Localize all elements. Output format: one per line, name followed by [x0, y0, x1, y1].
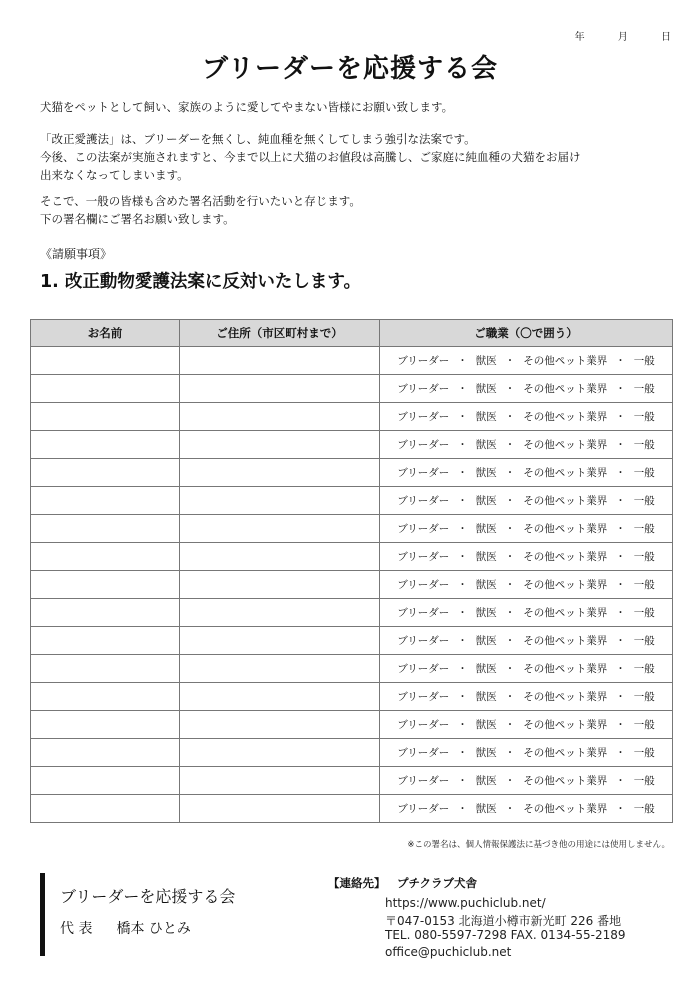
occupation-cell [380, 515, 673, 543]
occupation-separator: ・ [457, 691, 468, 703]
org-accent-bar [40, 873, 45, 956]
occupation-separator: ・ [615, 635, 626, 647]
occupation-separator: ・ [504, 579, 516, 591]
occupation-separator: ・ [504, 355, 516, 367]
occupation-separator: ・ [615, 523, 626, 535]
occupation-option[interactable]: 一般 [633, 355, 655, 367]
date-day: 日 [661, 32, 672, 43]
table-row [31, 487, 673, 515]
name-cell[interactable] [31, 347, 180, 375]
occupation-option[interactable]: ブリーダー [397, 607, 450, 619]
occupation-separator: ・ [457, 383, 468, 395]
rep-title: 代 表 [60, 921, 93, 937]
occupation-option[interactable]: その他ペット業界 [523, 495, 608, 507]
occupation-option[interactable]: ブリーダー [397, 635, 450, 647]
date-year: 年 [574, 32, 586, 43]
contact-email[interactable]: office@puchiclub.net [385, 945, 512, 959]
address-cell[interactable] [180, 571, 380, 599]
occupation-separator: ・ [457, 635, 468, 647]
occupation-separator: ・ [615, 663, 626, 675]
occupation-option[interactable]: その他ペット業界 [523, 607, 608, 619]
occupation-separator: ・ [615, 691, 626, 703]
occupation-separator: ・ [457, 803, 468, 815]
occupation-option[interactable]: ブリーダー [397, 775, 450, 787]
name-cell[interactable] [31, 627, 180, 655]
table-row [31, 515, 673, 543]
table-row [31, 683, 673, 711]
contact-url[interactable]: https://www.puchiclub.net/ [385, 896, 546, 910]
occupation-option[interactable]: 獣医 [475, 635, 497, 647]
occupation-option[interactable]: 一般 [633, 747, 655, 759]
occupation-option[interactable]: ブリーダー [397, 663, 450, 675]
occupation-separator: ・ [457, 747, 468, 759]
address-cell[interactable] [180, 347, 380, 375]
occupation-cell [380, 739, 673, 767]
occupation-option[interactable]: 一般 [633, 607, 655, 619]
occupation-option[interactable]: 一般 [633, 439, 655, 451]
occupation-option[interactable]: 一般 [633, 551, 655, 563]
intro-paragraph-1 [40, 98, 670, 116]
occupation-option[interactable]: 獣医 [475, 775, 497, 787]
occupation-option[interactable]: ブリーダー [397, 719, 450, 731]
address-cell[interactable] [180, 683, 380, 711]
occupation-option[interactable]: その他ペット業界 [523, 775, 608, 787]
occupation-option[interactable]: その他ペット業界 [523, 523, 608, 535]
name-cell[interactable] [31, 683, 180, 711]
occupation-option[interactable]: 一般 [633, 719, 655, 731]
occupation-separator: ・ [457, 579, 468, 591]
table-row [31, 375, 673, 403]
occupation-cell [380, 543, 673, 571]
address-cell[interactable] [180, 459, 380, 487]
occupation-separator: ・ [615, 355, 626, 367]
table-row [31, 459, 673, 487]
intro-line: 今後、この法案が実施されますと、今まで以上に犬猫のお値段は高騰し、ご家庭に純血種の犬猫をお届け [40, 150, 581, 164]
address-cell[interactable] [180, 795, 380, 823]
occupation-option[interactable]: ブリーダー [397, 355, 450, 367]
contact-tel-fax: TEL. 080-5597-7298 FAX. 0134-55-2189 [385, 928, 626, 942]
address-cell[interactable] [180, 431, 380, 459]
intro-line: 下の署名欄にご署名お願い致します。 [40, 212, 235, 226]
occupation-option[interactable]: その他ペット業界 [523, 383, 608, 395]
occupation-option[interactable]: 一般 [633, 775, 655, 787]
occupation-option[interactable]: ブリーダー [397, 691, 450, 703]
address-cell[interactable] [180, 487, 380, 515]
occupation-option[interactable]: 獣医 [475, 495, 497, 507]
occupation-cell [380, 711, 673, 739]
occupation-option[interactable]: 獣医 [475, 579, 497, 591]
occupation-option[interactable]: 一般 [633, 579, 655, 591]
address-cell[interactable] [180, 599, 380, 627]
name-cell[interactable] [31, 655, 180, 683]
occupation-cell [380, 375, 673, 403]
occupation-separator: ・ [615, 551, 626, 563]
occupation-option[interactable]: 一般 [633, 635, 655, 647]
occupation-separator: ・ [615, 495, 626, 507]
occupation-option[interactable]: その他ペット業界 [523, 747, 608, 759]
table-row [31, 655, 673, 683]
occupation-separator: ・ [615, 607, 626, 619]
intro-line: そこで、一般の皆様も含めた署名活動を行いたいと存じます。 [40, 194, 361, 208]
occupation-option[interactable]: ブリーダー [397, 439, 450, 451]
signature-table [30, 319, 673, 823]
occupation-separator: ・ [504, 607, 516, 619]
occupation-separator: ・ [457, 523, 468, 535]
occupation-option[interactable]: ブリーダー [397, 747, 450, 759]
occupation-separator: ・ [457, 551, 468, 563]
occupation-option[interactable]: ブリーダー [397, 579, 450, 591]
contact-label: 【連絡先】 [328, 876, 386, 890]
address-cell[interactable] [180, 375, 380, 403]
occupation-cell [380, 627, 673, 655]
occupation-option[interactable]: 一般 [633, 383, 655, 395]
occupation-separator: ・ [615, 411, 626, 423]
occupation-option[interactable]: その他ペット業界 [523, 439, 608, 451]
occupation-option[interactable]: 一般 [633, 691, 655, 703]
occupation-option[interactable]: その他ペット業界 [523, 635, 608, 647]
address-cell[interactable] [180, 711, 380, 739]
occupation-separator: ・ [504, 383, 516, 395]
occupation-separator: ・ [615, 719, 626, 731]
occupation-separator: ・ [457, 663, 468, 675]
name-cell[interactable] [31, 431, 180, 459]
occupation-separator: ・ [457, 719, 468, 731]
occupation-separator: ・ [615, 467, 626, 479]
occupation-option[interactable]: その他ペット業界 [523, 411, 608, 423]
table-row [31, 739, 673, 767]
occupation-separator: ・ [504, 439, 516, 451]
name-cell[interactable] [31, 459, 180, 487]
name-cell[interactable] [31, 711, 180, 739]
occupation-option[interactable]: ブリーダー [397, 803, 450, 815]
occupation-separator: ・ [615, 803, 626, 815]
address-cell[interactable] [180, 739, 380, 767]
intro-paragraph-2 [40, 130, 670, 184]
occupation-option[interactable]: 獣医 [475, 803, 497, 815]
petition-heading: 《請願事項》 [40, 247, 113, 261]
occupation-option[interactable]: 獣医 [475, 383, 497, 395]
occupation-option[interactable]: 獣医 [475, 523, 497, 535]
table-row [31, 431, 673, 459]
address-cell[interactable] [180, 627, 380, 655]
occupation-separator: ・ [504, 719, 516, 731]
name-cell[interactable] [31, 375, 180, 403]
occupation-option[interactable]: ブリーダー [397, 551, 450, 563]
occupation-option[interactable]: 獣医 [475, 411, 497, 423]
occupation-separator: ・ [615, 383, 626, 395]
table-row [31, 543, 673, 571]
table-row [31, 571, 673, 599]
contact-org: プチクラブ犬舎 [397, 876, 478, 890]
org-name: ブリーダーを応援する会 [60, 887, 236, 906]
table-row [31, 627, 673, 655]
occupation-option[interactable]: 一般 [633, 663, 655, 675]
table-row [31, 795, 673, 823]
name-cell[interactable] [31, 543, 180, 571]
occupation-option[interactable]: その他ペット業界 [523, 551, 608, 563]
intro-paragraph-3 [40, 192, 670, 228]
rep-name: 橋本 ひとみ [116, 921, 191, 937]
occupation-cell [380, 683, 673, 711]
address-cell[interactable] [180, 515, 380, 543]
occupation-option[interactable]: 獣医 [475, 551, 497, 563]
occupation-separator: ・ [504, 691, 516, 703]
occupation-option[interactable]: 一般 [633, 803, 655, 815]
header-address: ご住所（市区町村まで） [180, 320, 380, 347]
occupation-separator: ・ [615, 579, 626, 591]
privacy-note: ※この署名は、個人情報保護法に基づき他の用途には使用しません。 [407, 840, 670, 850]
occupation-cell [380, 347, 673, 375]
table-row [31, 711, 673, 739]
occupation-option[interactable]: 獣医 [475, 691, 497, 703]
occupation-separator: ・ [504, 411, 516, 423]
occupation-option[interactable]: 獣医 [475, 439, 497, 451]
name-cell[interactable] [31, 403, 180, 431]
occupation-separator: ・ [504, 467, 516, 479]
occupation-separator: ・ [457, 607, 468, 619]
occupation-option[interactable]: 獣医 [475, 719, 497, 731]
occupation-option[interactable]: 獣医 [475, 747, 497, 759]
address-cell[interactable] [180, 767, 380, 795]
intro-line: 「改正愛護法」は、ブリーダーを無くし、純血種を無くしてしまう強引な法案です。 [40, 132, 476, 146]
occupation-cell [380, 571, 673, 599]
occupation-separator: ・ [457, 495, 468, 507]
name-cell[interactable] [31, 515, 180, 543]
occupation-option[interactable]: ブリーダー [397, 495, 450, 507]
occupation-option[interactable]: その他ペット業界 [523, 663, 608, 675]
occupation-separator: ・ [615, 775, 626, 787]
occupation-option[interactable]: 一般 [633, 495, 655, 507]
occupation-cell [380, 599, 673, 627]
occupation-separator: ・ [615, 439, 626, 451]
header-occupation: ご職業（〇で囲う） [380, 320, 673, 347]
table-row [31, 599, 673, 627]
occupation-separator: ・ [457, 355, 468, 367]
occupation-separator: ・ [504, 635, 516, 647]
occupation-cell [380, 487, 673, 515]
name-cell[interactable] [31, 795, 180, 823]
occupation-option[interactable]: その他ペット業界 [523, 803, 608, 815]
occupation-separator: ・ [457, 467, 468, 479]
occupation-cell [380, 459, 673, 487]
occupation-separator: ・ [457, 439, 468, 451]
signature-rows [31, 347, 673, 823]
occupation-cell [380, 767, 673, 795]
date-line [547, 28, 672, 43]
table-row [31, 403, 673, 431]
address-cell[interactable] [180, 403, 380, 431]
occupation-separator: ・ [504, 495, 516, 507]
occupation-option[interactable]: その他ペット業界 [523, 691, 608, 703]
occupation-cell [380, 431, 673, 459]
occupation-cell [380, 795, 673, 823]
occupation-option[interactable]: 獣医 [475, 467, 497, 479]
intro-line: 犬猫をペットとして飼い、家族のように愛してやまない皆様にお願い致します。 [40, 100, 454, 114]
occupation-option[interactable]: 獣医 [475, 607, 497, 619]
occupation-option[interactable]: 獣医 [475, 663, 497, 675]
name-cell[interactable] [31, 571, 180, 599]
occupation-separator: ・ [615, 747, 626, 759]
occupation-option[interactable]: その他ペット業界 [523, 355, 608, 367]
name-cell[interactable] [31, 599, 180, 627]
org-representative [60, 918, 191, 938]
table-row [31, 347, 673, 375]
occupation-cell [380, 403, 673, 431]
header-name: お名前 [31, 320, 180, 347]
address-cell[interactable] [180, 543, 380, 571]
occupation-option[interactable]: ブリーダー [397, 411, 450, 423]
occupation-option[interactable]: その他ペット業界 [523, 719, 608, 731]
occupation-separator: ・ [504, 523, 516, 535]
occupation-separator: ・ [457, 411, 468, 423]
occupation-cell [380, 655, 673, 683]
occupation-separator: ・ [457, 775, 468, 787]
date-month: 月 [617, 32, 629, 43]
occupation-option[interactable]: ブリーダー [397, 467, 450, 479]
occupation-option[interactable]: 一般 [633, 523, 655, 535]
intro-line: 出来なくなってしまいます。 [40, 168, 189, 182]
page-title: ブリーダーを応援する会 [202, 54, 498, 84]
name-cell[interactable] [31, 487, 180, 515]
petition-item: 1. 改正動物愛護法案に反対いたします。 [40, 272, 362, 292]
occupation-separator: ・ [504, 747, 516, 759]
name-cell[interactable] [31, 767, 180, 795]
occupation-option[interactable]: 獣医 [475, 355, 497, 367]
table-row [31, 767, 673, 795]
occupation-separator: ・ [504, 551, 516, 563]
occupation-separator: ・ [504, 663, 516, 675]
occupation-option[interactable]: その他ペット業界 [523, 467, 608, 479]
occupation-option[interactable]: その他ペット業界 [523, 579, 608, 591]
occupation-separator: ・ [504, 803, 516, 815]
occupation-separator: ・ [504, 775, 516, 787]
occupation-option[interactable]: ブリーダー [397, 523, 450, 535]
occupation-option[interactable]: 一般 [633, 411, 655, 423]
occupation-option[interactable]: 一般 [633, 467, 655, 479]
name-cell[interactable] [31, 739, 180, 767]
contact-address: 〒047-0153 北海道小樽市新光町 226 番地 [385, 914, 622, 928]
table-header-row [31, 320, 673, 347]
occupation-option[interactable]: ブリーダー [397, 383, 450, 395]
address-cell[interactable] [180, 655, 380, 683]
